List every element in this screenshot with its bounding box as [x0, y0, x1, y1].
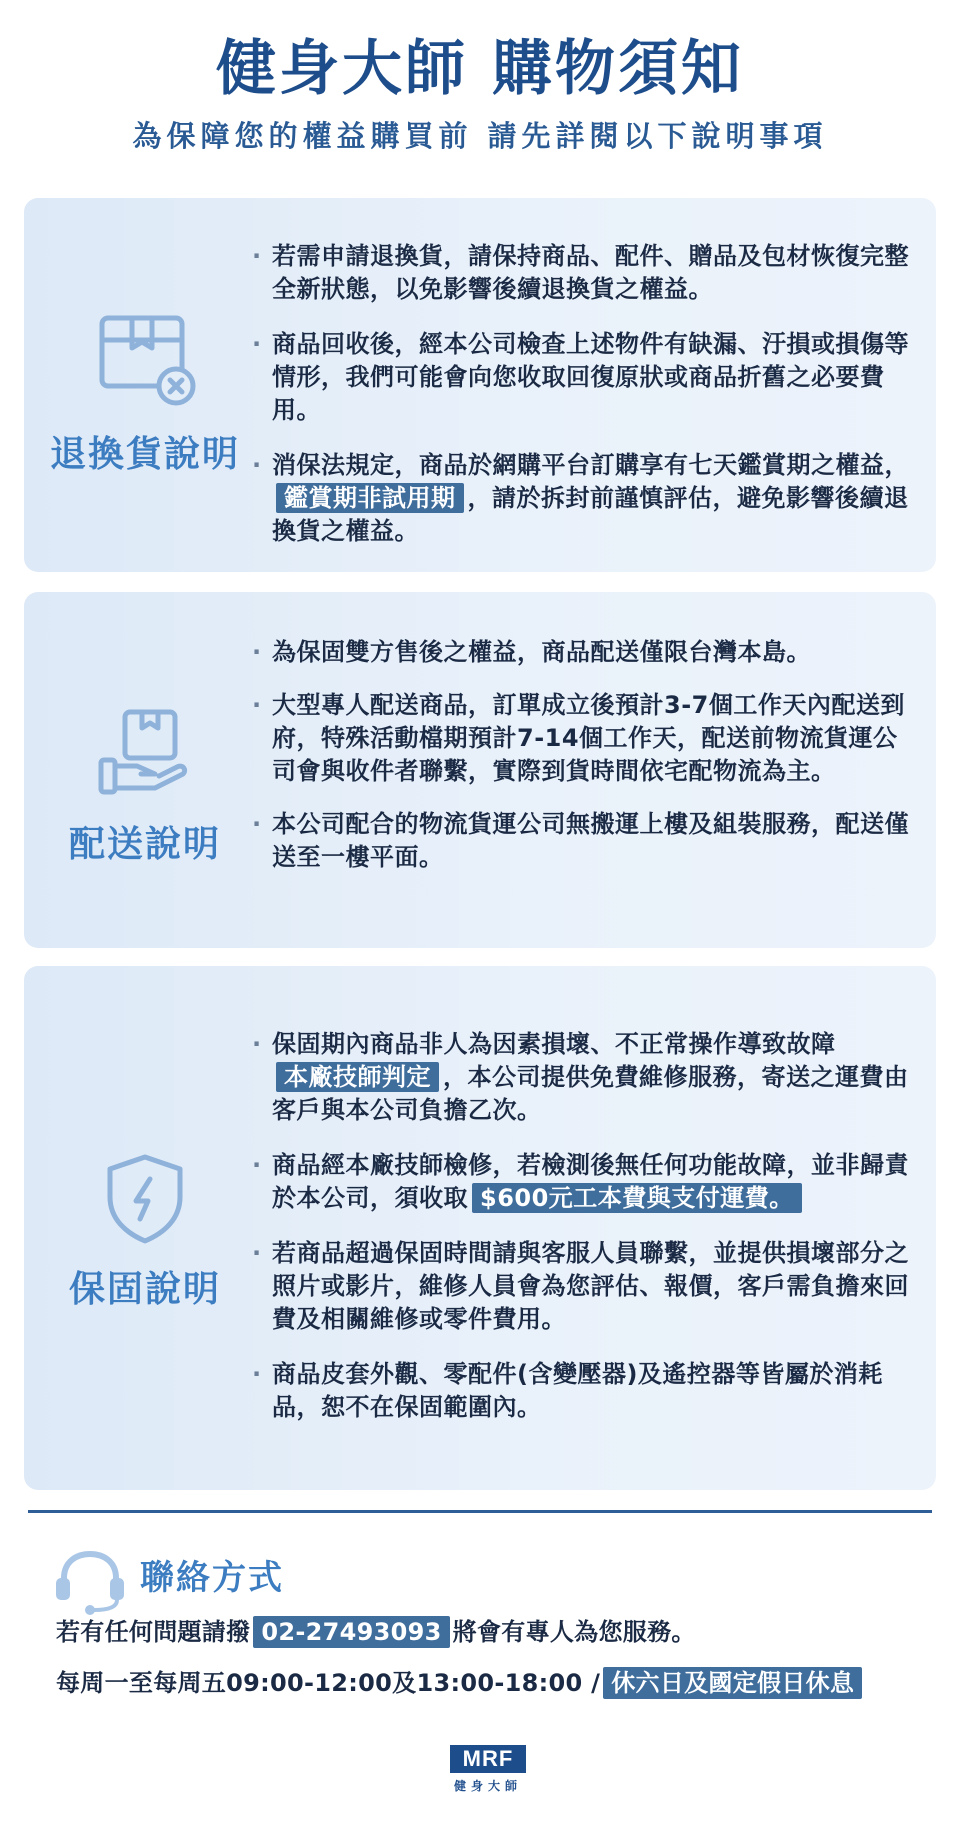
contact-hours-line: 每周一至每周五09:00-12:00及13:00-18:00 / 休六日及國定假日休息: [56, 1666, 865, 1700]
delivery-title: 配送說明: [68, 824, 221, 865]
bullet-dot: ·: [252, 810, 262, 838]
return-exchange-header: [24, 308, 266, 477]
bullet-dot: ·: [252, 691, 262, 719]
headset-icon: [54, 1548, 126, 1620]
list-item: · 大型專人配送商品，訂單成立後預計3-7個工作天內配送到府，特殊活動檔期預計7-14個工作天，配送前物流貨運公司會與收件者聯繫，實際到貨時間依宅配物流為主。: [252, 691, 905, 785]
delivery-header: [24, 704, 266, 867]
phone-number[interactable]: 02-27493093: [253, 1616, 449, 1648]
list-item: · 商品皮套外觀、零配件(含變壓器)及遙控器等皆屬於消耗品，恕不在保固範圍內。: [252, 1360, 883, 1421]
shield-bolt-icon: [100, 1151, 190, 1247]
return-exchange-card: [24, 198, 936, 572]
list-item: · 若需申請退換貨，請保持商品、配件、贈品及包材恢復完整全新狀態，以免影響後續退換貨之權益。: [252, 242, 909, 303]
list-item: · 若商品超過保固時間請與客服人員聯繫，並提供損壞部分之照片或影片，維修人員會為您評估、報價，客戶需負擔來回費及相關維修或零件費用。: [252, 1239, 909, 1333]
brand-logo: [450, 1745, 526, 1794]
bullet-dot: ·: [252, 1030, 262, 1058]
list-item: · 消保法規定，商品於網購平台訂購享有七天鑑賞期之權益，鑑賞期非試用期 ，請於拆封前謹慎評估，避免影響後續退換貨之權益。: [252, 451, 909, 545]
bullet-dot: ·: [252, 451, 262, 479]
return-exchange-list: [252, 240, 918, 570]
warranty-header: [24, 1151, 266, 1312]
bullet-dot: ·: [252, 638, 262, 666]
logo-subtitle: 健身大師: [453, 1779, 522, 1793]
bullet-dot: ·: [252, 242, 262, 270]
page-title: 健身大師 購物須知: [216, 34, 744, 104]
contact-phone-line: 若有任何問題請撥 02-27493093 將會有專人為您服務。: [56, 1618, 696, 1646]
bullet-dot: ·: [252, 1360, 262, 1388]
list-item: · 本公司配合的物流貨運公司無搬運上樓及組裝服務，配送僅送至一樓平面。: [252, 810, 909, 871]
hand-package-icon: [95, 704, 195, 802]
contact-title: 聯絡方式: [140, 1558, 284, 1598]
warranty-list: [252, 1028, 918, 1446]
return-exchange-title: 退換貨說明: [49, 434, 240, 475]
delivery-list: [252, 636, 918, 894]
list-item: · 商品回收後，經本公司檢查上述物件有缺漏、汙損或損傷等情形，我們可能會向您收取回復原狀或商品折舊之必要費用。: [252, 330, 909, 424]
warranty-title: 保固說明: [68, 1269, 221, 1310]
box-return-icon: [90, 308, 200, 412]
highlight-tag: $600元工本費與支付運費。: [472, 1183, 802, 1213]
logo-mark: MRF: [450, 1745, 526, 1773]
list-item: · 保固期內商品非人為因素損壞、不正常操作導致故障本廠技師判定 ，本公司提供免費維修服務，寄送之運費由客戶與本公司負擔乙次。: [252, 1030, 909, 1124]
list-item: · 商品經本廠技師檢修，若檢測後無任何功能故障，並非歸責於本公司，須收取 $600元工本費與支付運費。: [252, 1151, 909, 1212]
bullet-dot: ·: [252, 1239, 262, 1267]
bullet-dot: ·: [252, 330, 262, 358]
highlight-tag: 本廠技師判定: [276, 1062, 439, 1092]
bullet-dot: ·: [252, 1151, 262, 1179]
page-subtitle: 為保障您的權益購買前 請先詳閱以下說明事項: [132, 119, 828, 153]
delivery-card: [24, 592, 936, 948]
warranty-card: [24, 966, 936, 1490]
holiday-tag: 休六日及國定假日休息: [603, 1667, 862, 1699]
list-item: · 為保固雙方售後之權益，商品配送僅限台灣本島。: [252, 636, 918, 669]
highlight-tag: 鑑賞期非試用期: [276, 483, 464, 513]
section-divider: [28, 1510, 932, 1513]
